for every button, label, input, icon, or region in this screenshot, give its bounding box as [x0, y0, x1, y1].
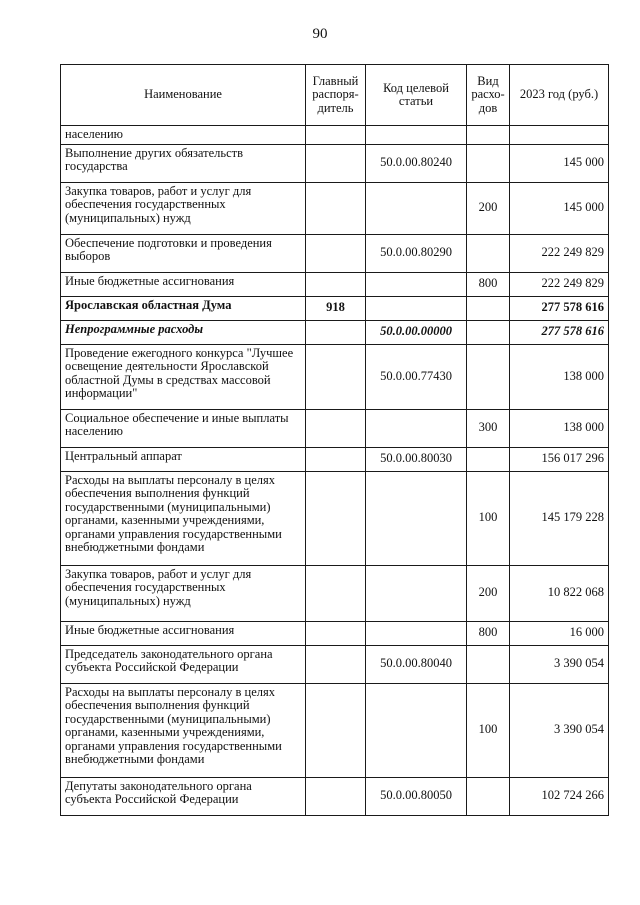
cell-type: 800 — [467, 621, 510, 645]
cell-name: Социальное обеспечение и иные выплаты населению — [61, 409, 306, 447]
cell-admin — [306, 409, 366, 447]
cell-amount: 222 249 829 — [510, 272, 609, 296]
table-row — [61, 683, 609, 777]
cell-amount: 10 822 068 — [510, 565, 609, 621]
cell-amount — [510, 126, 609, 145]
table-row — [61, 565, 609, 621]
cell-code: 50.0.00.80240 — [366, 144, 467, 182]
header-amount: 2023 год (руб.) — [510, 65, 609, 126]
header-row — [61, 65, 609, 126]
table-row — [61, 409, 609, 447]
header-name: Наименование — [61, 65, 306, 126]
cell-name: Председатель законодательного органа субъекта Российской Федерации — [61, 645, 306, 683]
cell-admin — [306, 272, 366, 296]
cell-amount: 145 000 — [510, 144, 609, 182]
cell-name: Депутаты законодательного органа субъекта Российской Федерации — [61, 777, 306, 815]
budget-table — [60, 64, 609, 816]
table-row — [61, 447, 609, 471]
cell-amount: 222 249 829 — [510, 234, 609, 272]
header-admin: Главный распоря-дитель — [306, 65, 366, 126]
cell-admin — [306, 344, 366, 409]
cell-amount: 138 000 — [510, 409, 609, 447]
cell-name: Выполнение других обязательств государства — [61, 144, 306, 182]
cell-amount: 16 000 — [510, 621, 609, 645]
cell-code — [366, 471, 467, 565]
cell-name: Закупка товаров, работ и услуг для обеспечения государственных (муниципальных) нужд — [61, 182, 306, 234]
cell-type: 200 — [467, 565, 510, 621]
cell-amount: 277 578 616 — [510, 320, 609, 344]
cell-amount: 3 390 054 — [510, 683, 609, 777]
cell-code — [366, 126, 467, 145]
cell-amount: 145 179 228 — [510, 471, 609, 565]
cell-code: 50.0.00.77430 — [366, 344, 467, 409]
cell-code — [366, 296, 467, 320]
cell-type: 200 — [467, 182, 510, 234]
cell-amount: 156 017 296 — [510, 447, 609, 471]
cell-type — [467, 447, 510, 471]
table-row — [61, 621, 609, 645]
page-number: 90 — [312, 26, 328, 42]
table-row — [61, 126, 609, 145]
cell-name: Проведение ежегодного конкурса "Лучшее освещение деятельности Ярославской областной Думы в средствах массовой информации" — [61, 344, 306, 409]
cell-admin — [306, 621, 366, 645]
cell-admin — [306, 447, 366, 471]
cell-amount: 277 578 616 — [510, 296, 609, 320]
cell-amount: 138 000 — [510, 344, 609, 409]
cell-code — [366, 409, 467, 447]
cell-code: 50.0.00.80040 — [366, 645, 467, 683]
cell-admin — [306, 645, 366, 683]
cell-name: Ярославская областная Дума — [61, 296, 306, 320]
cell-admin — [306, 777, 366, 815]
cell-name: Центральный аппарат — [61, 447, 306, 471]
cell-type — [467, 344, 510, 409]
cell-type: 300 — [467, 409, 510, 447]
cell-name: Расходы на выплаты персоналу в целях обеспечения выполнения функций государственными (муниципальными) органами, казенными учреждениями, органами управления государственными внебюджетными фондами — [61, 471, 306, 565]
table-row — [61, 344, 609, 409]
cell-admin — [306, 471, 366, 565]
cell-type — [467, 645, 510, 683]
cell-code — [366, 683, 467, 777]
cell-type: 100 — [467, 471, 510, 565]
cell-admin — [306, 683, 366, 777]
header-type: Вид расхо-дов — [467, 65, 510, 126]
header-code: Код целевой статьи — [366, 65, 467, 126]
cell-code — [366, 182, 467, 234]
cell-admin — [306, 234, 366, 272]
cell-type — [467, 126, 510, 145]
cell-code: 50.0.00.80290 — [366, 234, 467, 272]
cell-code — [366, 565, 467, 621]
cell-type — [467, 234, 510, 272]
cell-code — [366, 621, 467, 645]
table-row — [61, 320, 609, 344]
table-row — [61, 471, 609, 565]
cell-amount: 102 724 266 — [510, 777, 609, 815]
cell-name: Иные бюджетные ассигнования — [61, 272, 306, 296]
table-row — [61, 182, 609, 234]
cell-admin — [306, 565, 366, 621]
table-row — [61, 272, 609, 296]
cell-amount: 145 000 — [510, 182, 609, 234]
cell-code: 50.0.00.00000 — [366, 320, 467, 344]
table-row — [61, 144, 609, 182]
cell-admin — [306, 126, 366, 145]
cell-code: 50.0.00.80030 — [366, 447, 467, 471]
cell-type — [467, 320, 510, 344]
cell-code — [366, 272, 467, 296]
table-row — [61, 777, 609, 815]
cell-type: 800 — [467, 272, 510, 296]
cell-admin — [306, 144, 366, 182]
table-row — [61, 296, 609, 320]
cell-admin — [306, 320, 366, 344]
cell-name: Иные бюджетные ассигнования — [61, 621, 306, 645]
cell-admin — [306, 182, 366, 234]
cell-admin: 918 — [306, 296, 366, 320]
cell-type — [467, 777, 510, 815]
cell-name: Обеспечение подготовки и проведения выборов — [61, 234, 306, 272]
cell-name: Закупка товаров, работ и услуг для обеспечения государственных (муниципальных) нужд — [61, 565, 306, 621]
table-row — [61, 234, 609, 272]
cell-type — [467, 144, 510, 182]
table-body — [61, 126, 609, 816]
cell-amount: 3 390 054 — [510, 645, 609, 683]
cell-type — [467, 296, 510, 320]
cell-type: 100 — [467, 683, 510, 777]
cell-code: 50.0.00.80050 — [366, 777, 467, 815]
cell-name: населению — [61, 126, 306, 145]
cell-name: Расходы на выплаты персоналу в целях обеспечения выполнения функций государственными (муниципальными) органами, казенными учреждениями, органами управления государственными внебюджетными фондами — [61, 683, 306, 777]
table-row — [61, 645, 609, 683]
cell-name: Непрограммные расходы — [61, 320, 306, 344]
